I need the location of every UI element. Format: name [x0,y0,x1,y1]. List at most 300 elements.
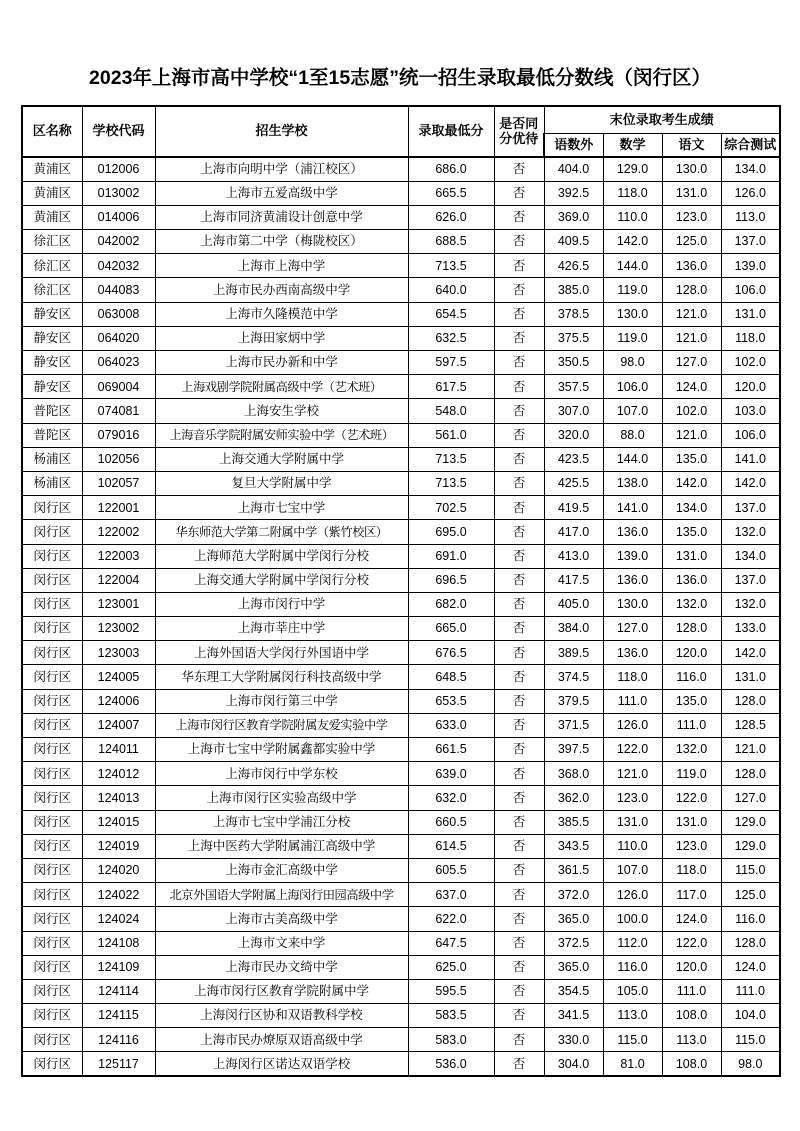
row-chinese-score: 108.0 [662,1052,721,1076]
table-row [22,738,780,762]
row-ywy-score: 423.5 [544,447,603,471]
row-math-score: 121.0 [603,762,662,786]
row-district: 闵行区 [22,617,82,641]
row-comprehensive-score: 113.0 [721,205,780,229]
row-comprehensive-score: 111.0 [721,979,780,1003]
row-chinese-score: 118.0 [662,858,721,882]
row-school-name: 上海市向明中学（浦江校区） [155,157,408,181]
row-comprehensive-score: 132.0 [721,520,780,544]
row-min-score: 665.5 [408,181,494,205]
row-math-score: 144.0 [603,447,662,471]
row-district: 静安区 [22,351,82,375]
row-chinese-score: 121.0 [662,423,721,447]
row-district: 静安区 [22,375,82,399]
row-min-score: 661.5 [408,738,494,762]
row-min-score: 639.0 [408,762,494,786]
table-row [22,786,780,810]
row-tie-break: 否 [494,254,544,278]
row-chinese-score: 120.0 [662,955,721,979]
row-comprehensive-score: 137.0 [721,496,780,520]
row-school-name: 北京外国语大学附属上海闵行田园高级中学 [155,883,408,907]
row-school-code: 122003 [82,544,155,568]
row-comprehensive-score: 142.0 [721,471,780,495]
row-tie-break: 否 [494,471,544,495]
row-chinese-score: 135.0 [662,689,721,713]
row-school-code: 074081 [82,399,155,423]
row-min-score: 622.0 [408,907,494,931]
row-min-score: 660.5 [408,810,494,834]
row-school-name: 上海师范大学附属中学闵行分校 [155,544,408,568]
row-district: 闵行区 [22,883,82,907]
row-district: 徐汇区 [22,254,82,278]
row-tie-break: 否 [494,302,544,326]
row-ywy-score: 371.5 [544,713,603,737]
row-school-name: 上海市闵行区实验高级中学 [155,786,408,810]
row-math-score: 130.0 [603,302,662,326]
table-row [22,157,780,181]
row-min-score: 688.5 [408,230,494,254]
row-school-code: 014006 [82,205,155,229]
table-row [22,762,780,786]
row-math-score: 119.0 [603,326,662,350]
row-chinese-score: 134.0 [662,496,721,520]
row-ywy-score: 426.5 [544,254,603,278]
row-tie-break: 否 [494,230,544,254]
row-math-score: 119.0 [603,278,662,302]
row-math-score: 100.0 [603,907,662,931]
row-min-score: 713.5 [408,447,494,471]
row-tie-break: 否 [494,326,544,350]
row-min-score: 637.0 [408,883,494,907]
table-row [22,858,780,882]
row-ywy-score: 417.0 [544,520,603,544]
row-ywy-score: 361.5 [544,858,603,882]
row-min-score: 536.0 [408,1052,494,1076]
row-tie-break: 否 [494,955,544,979]
row-tie-break: 否 [494,568,544,592]
row-comprehensive-score: 128.0 [721,931,780,955]
table-row [22,592,780,616]
row-chinese-score: 135.0 [662,520,721,544]
row-school-name: 上海市民办文绮中学 [155,955,408,979]
row-ywy-score: 425.5 [544,471,603,495]
column-header-school-name: 招生学校 [155,106,408,157]
row-comprehensive-score: 115.0 [721,858,780,882]
row-tie-break: 否 [494,157,544,181]
row-math-score: 122.0 [603,738,662,762]
row-school-name: 上海闵行区协和双语教科学校 [155,1004,408,1028]
table-row [22,496,780,520]
row-ywy-score: 405.0 [544,592,603,616]
row-district: 黄浦区 [22,205,82,229]
row-comprehensive-score: 131.0 [721,665,780,689]
row-school-name: 上海戏剧学院附属高级中学（艺术班） [155,375,408,399]
row-district: 闵行区 [22,689,82,713]
row-school-name: 上海市民办新和中学 [155,351,408,375]
row-ywy-score: 385.5 [544,810,603,834]
row-tie-break: 否 [494,592,544,616]
row-comprehensive-score: 116.0 [721,907,780,931]
row-district: 闵行区 [22,665,82,689]
row-tie-break: 否 [494,810,544,834]
table-row [22,278,780,302]
row-school-code: 124011 [82,738,155,762]
row-school-code: 124116 [82,1028,155,1052]
table-row [22,351,780,375]
row-min-score: 632.0 [408,786,494,810]
table-row [22,254,780,278]
row-ywy-score: 304.0 [544,1052,603,1076]
table-row [22,181,780,205]
row-chinese-score: 132.0 [662,738,721,762]
row-comprehensive-score: 118.0 [721,326,780,350]
score-table-container [21,105,779,1077]
row-math-score: 118.0 [603,181,662,205]
row-tie-break: 否 [494,351,544,375]
row-chinese-score: 135.0 [662,447,721,471]
row-school-name: 上海外国语大学闵行外国语中学 [155,641,408,665]
row-school-name: 上海市金汇高级中学 [155,858,408,882]
row-math-score: 130.0 [603,592,662,616]
column-header-chinese: 语文 [662,134,721,158]
row-chinese-score: 136.0 [662,568,721,592]
row-math-score: 81.0 [603,1052,662,1076]
row-ywy-score: 374.5 [544,665,603,689]
row-tie-break: 否 [494,496,544,520]
row-school-code: 124108 [82,931,155,955]
row-chinese-score: 132.0 [662,592,721,616]
row-district: 闵行区 [22,1004,82,1028]
row-ywy-score: 419.5 [544,496,603,520]
table-row [22,326,780,350]
row-min-score: 676.5 [408,641,494,665]
row-school-name: 华东理工大学附属闵行科技高级中学 [155,665,408,689]
row-min-score: 653.5 [408,689,494,713]
row-chinese-score: 113.0 [662,1028,721,1052]
row-school-name: 上海市民办西南高级中学 [155,278,408,302]
row-school-code: 124020 [82,858,155,882]
row-chinese-score: 125.0 [662,230,721,254]
row-math-score: 88.0 [603,423,662,447]
row-tie-break: 否 [494,689,544,713]
row-school-name: 上海交通大学附属中学 [155,447,408,471]
row-chinese-score: 121.0 [662,326,721,350]
row-math-score: 113.0 [603,1004,662,1028]
row-school-code: 122002 [82,520,155,544]
row-chinese-score: 108.0 [662,1004,721,1028]
row-tie-break: 否 [494,1004,544,1028]
row-tie-break: 否 [494,205,544,229]
row-comprehensive-score: 129.0 [721,834,780,858]
row-math-score: 136.0 [603,520,662,544]
row-ywy-score: 369.0 [544,205,603,229]
row-district: 闵行区 [22,496,82,520]
row-ywy-score: 413.0 [544,544,603,568]
row-district: 普陀区 [22,423,82,447]
row-math-score: 131.0 [603,810,662,834]
row-chinese-score: 127.0 [662,351,721,375]
row-tie-break: 否 [494,665,544,689]
row-comprehensive-score: 115.0 [721,1028,780,1052]
row-school-code: 124015 [82,810,155,834]
row-school-name: 上海闵行区诺达双语学校 [155,1052,408,1076]
page-title: 2023年上海市高中学校“1至15志愿”统一招生录取最低分数线（闵行区） [89,67,711,89]
column-header-district: 区名称 [22,106,82,157]
row-comprehensive-score: 103.0 [721,399,780,423]
row-comprehensive-score: 133.0 [721,617,780,641]
row-math-score: 127.0 [603,617,662,641]
table-row [22,447,780,471]
row-chinese-score: 128.0 [662,278,721,302]
row-min-score: 686.0 [408,157,494,181]
table-row [22,423,780,447]
table-row [22,230,780,254]
table-row [22,834,780,858]
row-comprehensive-score: 127.0 [721,786,780,810]
table-row [22,375,780,399]
row-ywy-score: 307.0 [544,399,603,423]
row-min-score: 713.5 [408,471,494,495]
row-school-code: 064023 [82,351,155,375]
table-row [22,931,780,955]
row-comprehensive-score: 104.0 [721,1004,780,1028]
row-ywy-score: 354.5 [544,979,603,1003]
row-district: 静安区 [22,302,82,326]
row-chinese-score: 130.0 [662,157,721,181]
row-district: 闵行区 [22,834,82,858]
row-math-score: 126.0 [603,713,662,737]
row-district: 闵行区 [22,738,82,762]
row-school-code: 064020 [82,326,155,350]
row-chinese-score: 123.0 [662,205,721,229]
row-chinese-score: 128.0 [662,617,721,641]
row-ywy-score: 341.5 [544,1004,603,1028]
row-district: 徐汇区 [22,230,82,254]
row-comprehensive-score: 128.0 [721,689,780,713]
row-min-score: 654.5 [408,302,494,326]
row-chinese-score: 131.0 [662,181,721,205]
row-school-code: 123001 [82,592,155,616]
row-school-code: 124005 [82,665,155,689]
row-tie-break: 否 [494,786,544,810]
row-ywy-score: 368.0 [544,762,603,786]
row-school-code: 102056 [82,447,155,471]
row-min-score: 691.0 [408,544,494,568]
row-comprehensive-score: 126.0 [721,181,780,205]
row-comprehensive-score: 141.0 [721,447,780,471]
row-tie-break: 否 [494,641,544,665]
row-school-name: 华东师范大学第二附属中学（紫竹校区） [155,520,408,544]
row-school-name: 复旦大学附属中学 [155,471,408,495]
row-school-code: 042032 [82,254,155,278]
row-school-code: 124109 [82,955,155,979]
row-school-name: 上海市七宝中学附属鑫都实验中学 [155,738,408,762]
row-school-code: 124022 [82,883,155,907]
column-header-min-score: 录取最低分 [408,106,494,157]
row-chinese-score: 111.0 [662,713,721,737]
column-header-school-code: 学校代码 [82,106,155,157]
row-ywy-score: 409.5 [544,230,603,254]
row-comprehensive-score: 132.0 [721,592,780,616]
row-min-score: 648.5 [408,665,494,689]
row-chinese-score: 102.0 [662,399,721,423]
row-math-score: 106.0 [603,375,662,399]
row-ywy-score: 365.0 [544,907,603,931]
row-chinese-score: 123.0 [662,834,721,858]
row-math-score: 136.0 [603,641,662,665]
row-school-name: 上海市闵行区教育学院附属友爱实验中学 [155,713,408,737]
row-district: 闵行区 [22,907,82,931]
row-comprehensive-score: 106.0 [721,423,780,447]
row-district: 黄浦区 [22,181,82,205]
row-math-score: 144.0 [603,254,662,278]
row-school-name: 上海音乐学院附属安师实验中学（艺术班） [155,423,408,447]
table-row [22,810,780,834]
row-math-score: 139.0 [603,544,662,568]
row-min-score: 633.0 [408,713,494,737]
row-tie-break: 否 [494,713,544,737]
row-comprehensive-score: 134.0 [721,157,780,181]
row-tie-break: 否 [494,931,544,955]
row-ywy-score: 379.5 [544,689,603,713]
row-comprehensive-score: 131.0 [721,302,780,326]
row-math-score: 118.0 [603,665,662,689]
table-row [22,907,780,931]
table-row [22,689,780,713]
table-row [22,544,780,568]
row-school-code: 124019 [82,834,155,858]
row-math-score: 105.0 [603,979,662,1003]
row-min-score: 548.0 [408,399,494,423]
row-math-score: 107.0 [603,858,662,882]
row-min-score: 702.5 [408,496,494,520]
row-ywy-score: 384.0 [544,617,603,641]
row-district: 杨浦区 [22,471,82,495]
row-chinese-score: 111.0 [662,979,721,1003]
row-math-score: 116.0 [603,955,662,979]
row-school-code: 124024 [82,907,155,931]
row-tie-break: 否 [494,858,544,882]
row-district: 闵行区 [22,641,82,665]
row-ywy-score: 372.0 [544,883,603,907]
row-tie-break: 否 [494,834,544,858]
row-chinese-score: 124.0 [662,907,721,931]
row-min-score: 595.5 [408,979,494,1003]
row-school-code: 042002 [82,230,155,254]
row-tie-break: 否 [494,883,544,907]
row-school-name: 上海市民办燎原双语高级中学 [155,1028,408,1052]
table-row [22,1004,780,1028]
row-school-name: 上海交通大学附属中学闵行分校 [155,568,408,592]
row-school-name: 上海市第二中学（梅陇校区） [155,230,408,254]
row-min-score: 583.5 [408,1004,494,1028]
row-district: 闵行区 [22,979,82,1003]
table-row [22,520,780,544]
row-district: 普陀区 [22,399,82,423]
row-tie-break: 否 [494,423,544,447]
row-min-score: 583.0 [408,1028,494,1052]
row-math-score: 138.0 [603,471,662,495]
row-district: 闵行区 [22,713,82,737]
row-comprehensive-score: 134.0 [721,544,780,568]
row-min-score: 605.5 [408,858,494,882]
row-math-score: 111.0 [603,689,662,713]
row-chinese-score: 131.0 [662,810,721,834]
row-math-score: 110.0 [603,205,662,229]
row-district: 闵行区 [22,544,82,568]
row-chinese-score: 142.0 [662,471,721,495]
row-district: 黄浦区 [22,157,82,181]
row-math-score: 110.0 [603,834,662,858]
row-min-score: 695.0 [408,520,494,544]
row-tie-break: 否 [494,738,544,762]
row-district: 闵行区 [22,858,82,882]
row-tie-break: 否 [494,520,544,544]
row-min-score: 597.5 [408,351,494,375]
row-comprehensive-score: 128.0 [721,762,780,786]
table-row [22,399,780,423]
row-comprehensive-score: 139.0 [721,254,780,278]
row-school-code: 044083 [82,278,155,302]
row-school-name: 上海市七宝中学 [155,496,408,520]
row-district: 徐汇区 [22,278,82,302]
row-chinese-score: 119.0 [662,762,721,786]
row-comprehensive-score: 125.0 [721,883,780,907]
row-comprehensive-score: 137.0 [721,230,780,254]
table-row [22,713,780,737]
row-ywy-score: 343.5 [544,834,603,858]
row-math-score: 115.0 [603,1028,662,1052]
row-min-score: 561.0 [408,423,494,447]
table-row [22,979,780,1003]
row-school-code: 125117 [82,1052,155,1076]
row-chinese-score: 124.0 [662,375,721,399]
row-school-name: 上海市上海中学 [155,254,408,278]
row-min-score: 682.0 [408,592,494,616]
row-tie-break: 否 [494,979,544,1003]
row-comprehensive-score: 128.5 [721,713,780,737]
row-school-code: 012006 [82,157,155,181]
row-ywy-score: 320.0 [544,423,603,447]
row-tie-break: 否 [494,617,544,641]
row-min-score: 640.0 [408,278,494,302]
row-chinese-score: 117.0 [662,883,721,907]
row-school-name: 上海市五爱高级中学 [155,181,408,205]
row-school-name: 上海市久隆模范中学 [155,302,408,326]
row-chinese-score: 121.0 [662,302,721,326]
row-school-name: 上海市闵行区教育学院附属中学 [155,979,408,1003]
row-district: 闵行区 [22,592,82,616]
row-school-code: 124006 [82,689,155,713]
row-school-name: 上海市闵行中学东校 [155,762,408,786]
row-tie-break: 否 [494,181,544,205]
row-chinese-score: 120.0 [662,641,721,665]
row-math-score: 136.0 [603,568,662,592]
row-min-score: 617.5 [408,375,494,399]
row-tie-break: 否 [494,762,544,786]
row-district: 闵行区 [22,1028,82,1052]
row-ywy-score: 385.0 [544,278,603,302]
row-school-code: 013002 [82,181,155,205]
row-chinese-score: 122.0 [662,786,721,810]
row-ywy-score: 330.0 [544,1028,603,1052]
row-ywy-score: 389.5 [544,641,603,665]
row-tie-break: 否 [494,907,544,931]
row-ywy-score: 375.5 [544,326,603,350]
row-comprehensive-score: 121.0 [721,738,780,762]
table-row [22,568,780,592]
row-school-code: 123003 [82,641,155,665]
